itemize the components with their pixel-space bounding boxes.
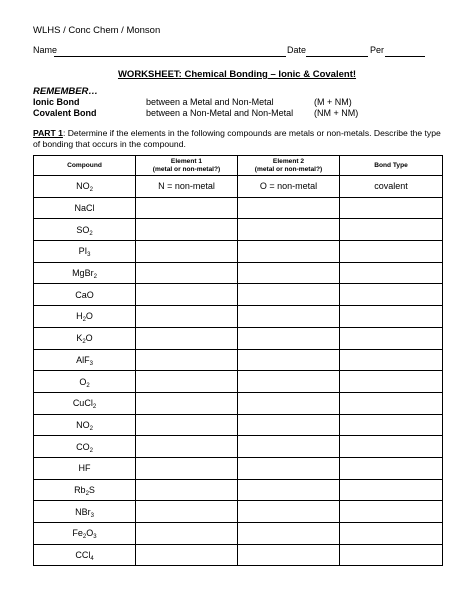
element2-cell[interactable] [238,436,340,458]
element1-cell[interactable] [136,523,238,545]
bond-type-cell[interactable] [340,457,443,479]
bond-type-cell[interactable] [340,479,443,501]
ionic-bond-abbreviation: (M + NM) [314,97,352,107]
name-date-period-row [33,45,441,59]
element2-cell[interactable] [238,392,340,414]
compound-cell: $NO_2$ [34,176,136,198]
table-row [34,241,443,263]
date-label: Date [287,45,307,55]
table-row [34,436,443,458]
compound-cell: CuCl$_2$ [34,392,136,414]
bond-type-cell[interactable] [340,284,443,306]
compound-cell: CCl$_4$ [34,544,136,566]
bond-type-cell[interactable] [340,327,443,349]
element1-header: Element 1 (metal or non-metal?) [136,156,238,176]
element1-cell[interactable] [136,457,238,479]
table-row [34,306,443,328]
table-row [34,501,443,523]
compound-cell: HF [34,457,136,479]
part1-instructions [33,128,443,150]
table-row [34,371,443,393]
compound-cell: $NO_2$ [34,414,136,436]
remember-heading: REMEMBER… [33,86,98,97]
element1-cell[interactable] [136,436,238,458]
element2-cell[interactable] [238,501,340,523]
table-row [34,523,443,545]
element1-cell[interactable] [136,349,238,371]
bond-type-cell[interactable] [340,306,443,328]
element2-cell[interactable] [238,262,340,284]
bond-type-cell[interactable] [340,371,443,393]
compound-cell: $O_2$ [34,371,136,393]
compound-cell: $PI_3$ [34,241,136,263]
element1-cell[interactable] [136,371,238,393]
element2-cell[interactable] [238,241,340,263]
element2-cell[interactable]: O = non-metal [238,176,340,198]
element2-cell[interactable] [238,414,340,436]
ionic-bond-description: between a Metal and Non-Metal [146,97,274,107]
compound-cell: $CO_2$ [34,436,136,458]
bond-type-cell[interactable] [340,436,443,458]
element1-cell[interactable] [136,501,238,523]
element2-cell[interactable] [238,306,340,328]
element2-cell[interactable] [238,327,340,349]
covalent-bond-abbreviation: (NM + NM) [314,108,359,118]
element2-cell[interactable] [238,457,340,479]
bonding-table [33,155,443,566]
table-row [34,457,443,479]
compound-cell: $K_2O$ [34,327,136,349]
compound-cell: $H_2O$ [34,306,136,328]
element1-cell[interactable] [136,306,238,328]
compound-cell: CaO [34,284,136,306]
table-row [34,262,443,284]
element1-cell[interactable] [136,284,238,306]
bond-type-cell[interactable] [340,241,443,263]
table-row [34,219,443,241]
element2-cell[interactable] [238,479,340,501]
element1-cell[interactable] [136,262,238,284]
bond-type-cell[interactable] [340,197,443,219]
element1-cell[interactable] [136,544,238,566]
part1-label: PART 1 [33,128,63,138]
bond-type-cell[interactable] [340,262,443,284]
compound-cell: MgBr$_2$ [34,262,136,284]
element2-cell[interactable] [238,284,340,306]
compound-cell: AlF$_3$ [34,349,136,371]
table-row [34,392,443,414]
bond-type-cell[interactable] [340,219,443,241]
bond-type-cell[interactable] [340,414,443,436]
bond-type-cell[interactable]: covalent [340,176,443,198]
bond-type-cell[interactable] [340,501,443,523]
element1-cell[interactable] [136,241,238,263]
element1-cell[interactable] [136,197,238,219]
element1-cell[interactable]: N = non-metal [136,176,238,198]
name-blank[interactable] [54,56,286,57]
element1-cell[interactable] [136,327,238,349]
part1-text: : Determine if the elements in the following compounds are metals or non-metals. Describe the type of bonding that occurs in the compound. [33,128,441,149]
element2-cell[interactable] [238,544,340,566]
compound-cell: NBr$_3$ [34,501,136,523]
table-row [34,414,443,436]
compound-cell: $Fe_2O_3$ [34,523,136,545]
bond-type-header: Bond Type [340,156,443,176]
period-label: Per [370,45,385,55]
element1-cell[interactable] [136,414,238,436]
element1-cell[interactable] [136,479,238,501]
worksheet-title: WORKSHEET: Chemical Bonding – Ionic & Covalent! [117,69,357,80]
table-row [34,197,443,219]
element2-cell[interactable] [238,523,340,545]
compound-cell: NaCl [34,197,136,219]
table-row [34,284,443,306]
compound-cell: $Rb_2S$ [34,479,136,501]
element2-cell[interactable] [238,371,340,393]
ionic-bond-term: Ionic Bond [33,97,80,107]
element2-cell[interactable] [238,197,340,219]
table-row [34,544,443,566]
element2-header: Element 2 (metal or non-metal?) [238,156,340,176]
bond-type-cell[interactable] [340,523,443,545]
table-row [34,176,443,198]
name-label: Name [33,45,58,55]
course-header: WLHS / Conc Chem / Monson [33,25,161,36]
covalent-bond-term: Covalent Bond [33,108,97,118]
compound-cell: $SO_2$ [34,219,136,241]
table-row [34,479,443,501]
bond-type-cell[interactable] [340,544,443,566]
element1-cell[interactable] [136,219,238,241]
table-row [34,327,443,349]
covalent-bond-description: between a Non-Metal and Non-Metal [146,108,294,118]
element2-cell[interactable] [238,219,340,241]
compound-header: Compound [34,156,136,176]
bond-type-cell[interactable] [340,392,443,414]
date-blank[interactable] [306,56,368,57]
element2-cell[interactable] [238,349,340,371]
period-blank[interactable] [385,56,425,57]
element1-cell[interactable] [136,392,238,414]
bond-type-cell[interactable] [340,349,443,371]
table-row [34,349,443,371]
table-header-row [34,156,443,176]
